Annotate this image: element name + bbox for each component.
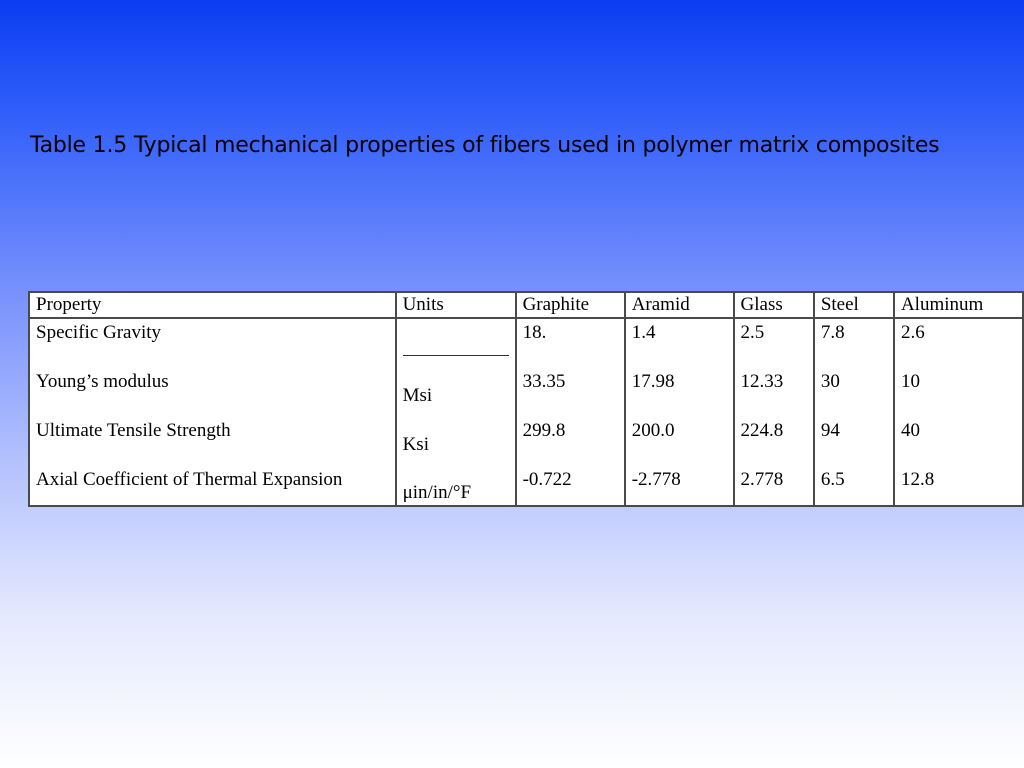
header-aramid: Aramid bbox=[625, 292, 734, 318]
table-row bbox=[29, 368, 1023, 417]
cell-aramid: -2.778 bbox=[625, 466, 734, 506]
cell-graphite: -0.722 bbox=[516, 466, 625, 506]
table-header-row bbox=[29, 292, 1023, 318]
cell-aluminum: 2.6 bbox=[894, 318, 1023, 368]
table-row bbox=[29, 318, 1023, 368]
cell-property: Young’s modulus bbox=[29, 368, 396, 417]
cell-steel: 6.5 bbox=[814, 466, 894, 506]
cell-property: Axial Coefficient of Thermal Expansion bbox=[29, 466, 396, 506]
header-graphite: Graphite bbox=[516, 292, 625, 318]
properties-table-container bbox=[28, 291, 1024, 507]
header-units: Units bbox=[396, 292, 516, 318]
cell-steel: 94 bbox=[814, 417, 894, 466]
cell-units: Ksi bbox=[396, 417, 516, 466]
cell-units: Msi bbox=[396, 368, 516, 417]
table-row bbox=[29, 417, 1023, 466]
fiber-properties-table bbox=[28, 291, 1024, 507]
table-row bbox=[29, 466, 1023, 506]
cell-units: μin/in/°F bbox=[396, 466, 516, 506]
cell-glass: 2.5 bbox=[734, 318, 814, 368]
cell-units-blank bbox=[396, 318, 516, 368]
header-glass: Glass bbox=[734, 292, 814, 318]
units-blank-line bbox=[403, 335, 509, 356]
cell-graphite: 18. bbox=[516, 318, 625, 368]
cell-glass: 224.8 bbox=[734, 417, 814, 466]
cell-graphite: 299.8 bbox=[516, 417, 625, 466]
cell-property: Specific Gravity bbox=[29, 318, 396, 368]
header-property: Property bbox=[29, 292, 396, 318]
cell-aluminum: 12.8 bbox=[894, 466, 1023, 506]
header-aluminum: Aluminum bbox=[894, 292, 1023, 318]
header-steel: Steel bbox=[814, 292, 894, 318]
cell-glass: 2.778 bbox=[734, 466, 814, 506]
cell-aramid: 1.4 bbox=[625, 318, 734, 368]
page-title: Table 1.5 Typical mechanical properties of fibers used in polymer matrix composites bbox=[30, 133, 940, 158]
cell-steel: 7.8 bbox=[814, 318, 894, 368]
cell-aluminum: 10 bbox=[894, 368, 1023, 417]
cell-aluminum: 40 bbox=[894, 417, 1023, 466]
cell-graphite: 33.35 bbox=[516, 368, 625, 417]
cell-aramid: 200.0 bbox=[625, 417, 734, 466]
cell-aramid: 17.98 bbox=[625, 368, 734, 417]
cell-property: Ultimate Tensile Strength bbox=[29, 417, 396, 466]
cell-steel: 30 bbox=[814, 368, 894, 417]
cell-glass: 12.33 bbox=[734, 368, 814, 417]
